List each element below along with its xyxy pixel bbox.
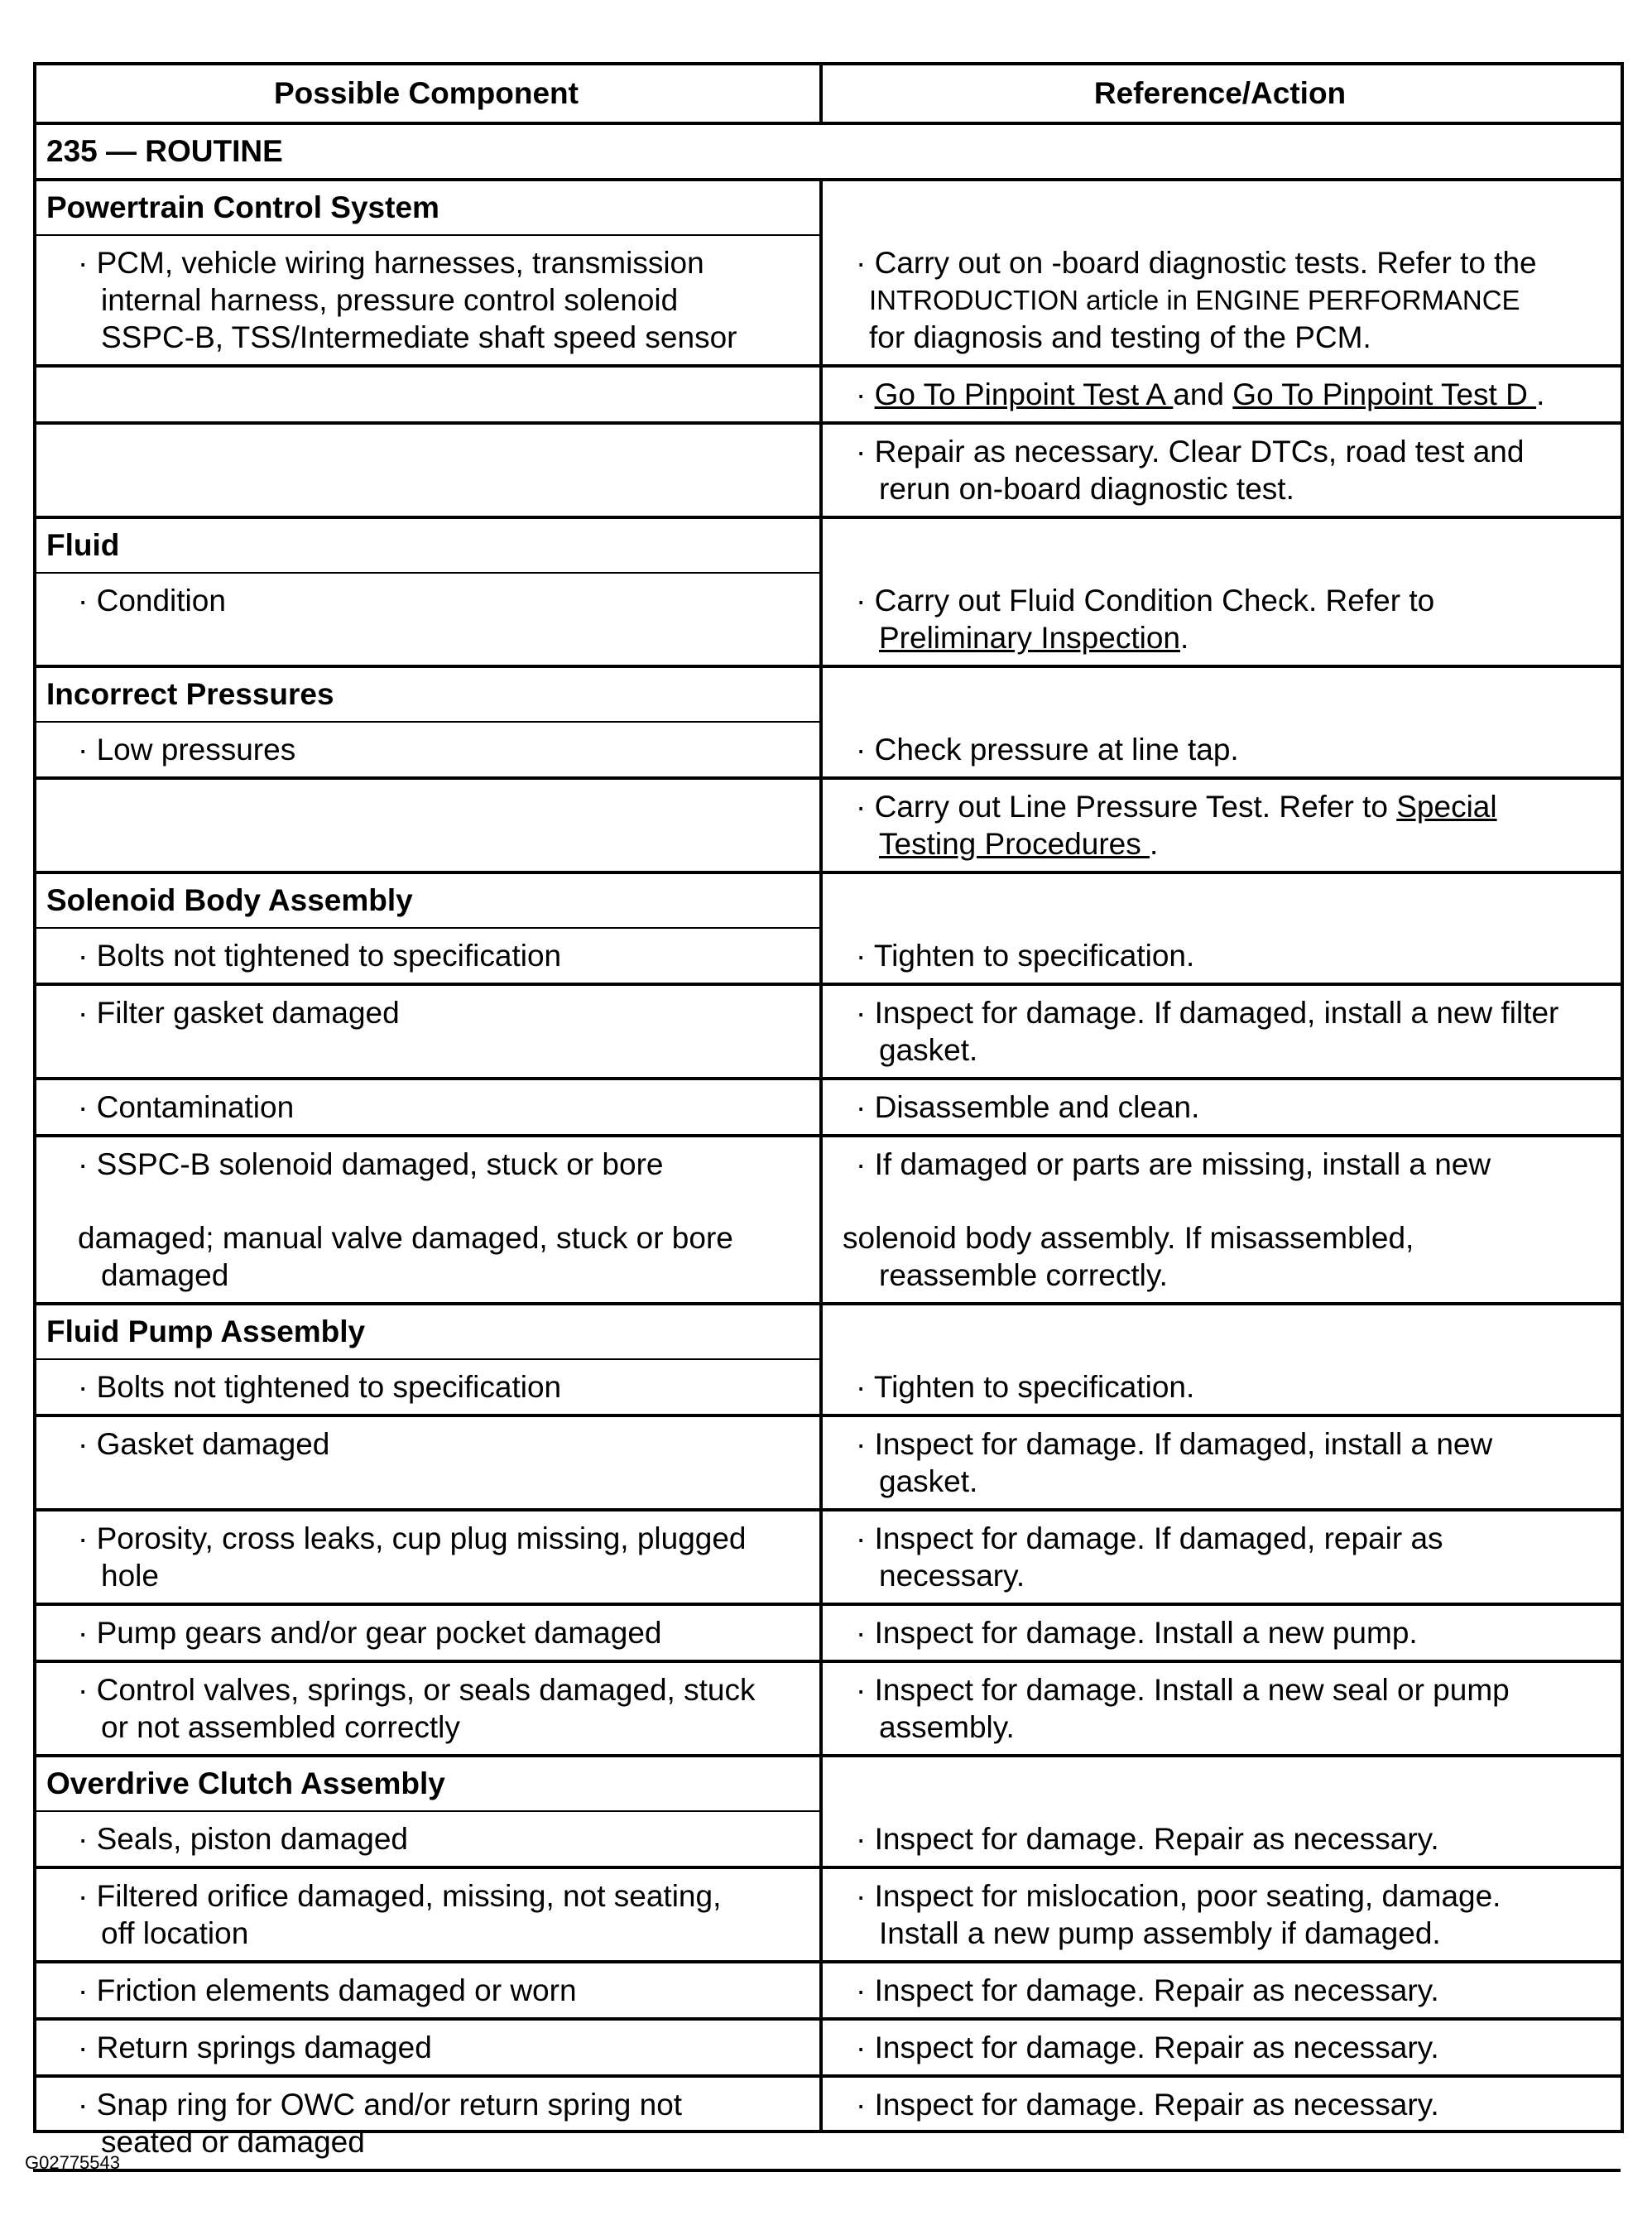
component-line: or not assembled correctly bbox=[101, 1710, 460, 1744]
bullet-text: · bbox=[856, 377, 875, 411]
group-title: Overdrive Clutch Assembly bbox=[46, 1766, 445, 1800]
special-testing-procedures-link[interactable]: Special bbox=[1396, 790, 1497, 824]
action-line: necessary. bbox=[879, 1559, 1025, 1593]
component-line: · Seals, piston damaged bbox=[78, 1822, 409, 1856]
special-testing-procedures-link[interactable]: Testing Procedures bbox=[879, 827, 1150, 861]
row-divider-left bbox=[33, 1077, 819, 1080]
row-divider-right bbox=[819, 1508, 1621, 1511]
row-divider-right bbox=[819, 1603, 1621, 1606]
action-line: · Repair as necessary. Clear DTCs, road test and bbox=[856, 435, 1525, 469]
row-divider-left bbox=[33, 364, 819, 368]
component-line: · Filtered orifice damaged, missing, not seating, bbox=[78, 1879, 722, 1913]
section-title: 235 — ROUTINE bbox=[46, 134, 283, 168]
row-divider-left bbox=[33, 2074, 819, 2078]
component-line: · Contamination bbox=[78, 1090, 295, 1124]
header-column-divider bbox=[819, 62, 823, 125]
action-line: gasket. bbox=[879, 1464, 978, 1498]
row-divider-left bbox=[33, 2017, 819, 2021]
component-cell bbox=[36, 1425, 819, 1508]
component-line: · Bolts not tightened to specification bbox=[78, 1370, 562, 1404]
action-cell bbox=[823, 788, 1621, 871]
group-title-divider bbox=[33, 927, 819, 929]
component-line: · Porosity, cross leaks, cup plug missing, plugged bbox=[78, 1521, 747, 1555]
row-divider-right bbox=[819, 364, 1621, 368]
row-divider-left bbox=[33, 983, 819, 986]
group-title-divider bbox=[33, 1810, 819, 1812]
component-cell bbox=[36, 1614, 819, 1660]
action-cell bbox=[823, 1368, 1621, 1414]
action-line: · Inspect for damage. Repair as necessary. bbox=[856, 1973, 1439, 2007]
component-line: damaged; manual valve damaged, stuck or bore bbox=[78, 1221, 733, 1255]
component-cell bbox=[36, 937, 819, 983]
action-line: · Inspect for mislocation, poor seating, damage. bbox=[856, 1879, 1501, 1913]
pinpoint-test-d-link[interactable]: Go To Pinpoint Test D bbox=[1232, 377, 1537, 411]
group-title-divider bbox=[33, 572, 819, 574]
component-cell bbox=[36, 1877, 819, 1960]
action-line bbox=[833, 788, 1621, 825]
action-line bbox=[833, 376, 1621, 413]
row-divider-right bbox=[819, 1960, 1621, 1963]
row-divider-left bbox=[33, 421, 819, 425]
table-border-right bbox=[1621, 62, 1624, 2130]
action-cell bbox=[823, 1820, 1621, 1866]
action-line: reassemble correctly. bbox=[879, 1258, 1168, 1292]
component-cell bbox=[36, 376, 819, 421]
action-cell bbox=[823, 582, 1621, 665]
action-cell bbox=[823, 937, 1621, 983]
action-line: · Tighten to specification. bbox=[856, 939, 1195, 973]
pinpoint-test-a-link[interactable]: Go To Pinpoint Test A bbox=[874, 377, 1174, 411]
row-divider-left bbox=[33, 776, 819, 780]
row-divider-right bbox=[819, 1754, 1621, 1757]
component-line: · Condition bbox=[78, 584, 226, 618]
group-title: Solenoid Body Assembly bbox=[46, 883, 413, 917]
action-cell bbox=[823, 376, 1621, 421]
action-line bbox=[833, 619, 1621, 656]
action-text: · Carry out Line Pressure Test. Refer to bbox=[856, 790, 1397, 824]
row-divider-right bbox=[819, 1660, 1621, 1663]
row-divider-right bbox=[819, 776, 1621, 780]
row-divider-left bbox=[33, 1960, 819, 1963]
action-line: · If damaged or parts are missing, install a new bbox=[856, 1147, 1491, 1181]
row-divider-left bbox=[33, 1660, 819, 1663]
figure-id: G02775543 bbox=[25, 2152, 120, 2173]
header-reference-action: Reference/Action bbox=[1093, 76, 1347, 110]
action-cell bbox=[823, 433, 1621, 516]
group-title: Incorrect Pressures bbox=[46, 677, 334, 711]
row-divider-left bbox=[33, 1414, 819, 1417]
row-divider-left bbox=[33, 1603, 819, 1606]
component-line: · Control valves, springs, or seals damaged, stuck bbox=[78, 1673, 756, 1707]
row-divider-right bbox=[819, 983, 1621, 986]
group-title: Fluid Pump Assembly bbox=[46, 1314, 366, 1348]
row-divider-left bbox=[33, 1508, 819, 1511]
action-line: · Disassemble and clean. bbox=[856, 1090, 1200, 1124]
component-line: hole bbox=[101, 1559, 159, 1593]
component-cell bbox=[36, 2086, 819, 2169]
row-divider-right bbox=[819, 2169, 1621, 2172]
action-cell bbox=[823, 1089, 1621, 1134]
action-cell bbox=[823, 1146, 1621, 1302]
group-title-divider bbox=[33, 1358, 819, 1360]
action-line: · Inspect for damage. Repair as necessary. bbox=[856, 2031, 1439, 2064]
component-cell bbox=[36, 1368, 819, 1414]
component-cell bbox=[36, 1520, 819, 1603]
row-divider-right bbox=[819, 1866, 1621, 1869]
action-text: . bbox=[1179, 621, 1189, 655]
action-cell bbox=[823, 1671, 1621, 1754]
component-line: · Bolts not tightened to specification bbox=[78, 939, 562, 973]
component-line: · Snap ring for OWC and/or return spring not bbox=[78, 2088, 683, 2122]
component-cell bbox=[36, 994, 819, 1077]
action-cell bbox=[823, 244, 1621, 364]
component-cell bbox=[36, 433, 819, 516]
action-cell bbox=[823, 994, 1621, 1077]
row-divider-right bbox=[819, 1302, 1621, 1305]
action-line: solenoid body assembly. If misassembled, bbox=[843, 1221, 1414, 1255]
action-cell bbox=[823, 1614, 1621, 1660]
row-divider-right bbox=[819, 871, 1621, 874]
component-line: · Gasket damaged bbox=[78, 1427, 330, 1461]
action-line: rerun on-board diagnostic test. bbox=[879, 472, 1294, 506]
component-line: · PCM, vehicle wiring harnesses, transmission bbox=[78, 246, 704, 280]
group-title: Fluid bbox=[46, 528, 120, 562]
action-line: · Inspect for damage. Install a new seal or pump bbox=[856, 1673, 1510, 1707]
action-text: and bbox=[1173, 377, 1233, 411]
component-line: · Pump gears and/or gear pocket damaged bbox=[78, 1616, 662, 1650]
preliminary-inspection-link[interactable]: Preliminary Inspection bbox=[879, 621, 1180, 655]
action-cell bbox=[823, 1877, 1621, 1960]
group-title-divider bbox=[33, 234, 819, 236]
action-line: for diagnosis and testing of the PCM. bbox=[869, 320, 1371, 354]
component-cell bbox=[36, 1671, 819, 1754]
component-cell bbox=[36, 788, 819, 871]
action-line: · Carry out Fluid Condition Check. Refer to bbox=[856, 584, 1435, 618]
action-line: Install a new pump assembly if damaged. bbox=[879, 1916, 1441, 1950]
component-cell bbox=[36, 1972, 819, 2017]
component-line: · Low pressures bbox=[78, 733, 296, 767]
component-line: · Friction elements damaged or worn bbox=[78, 1973, 577, 2007]
group-title: Powertrain Control System bbox=[46, 190, 439, 224]
component-line: SSPC-B, TSS/Intermediate shaft speed sensor bbox=[101, 320, 737, 354]
action-line: gasket. bbox=[879, 1033, 978, 1067]
action-cell bbox=[823, 1972, 1621, 2017]
action-line: · Inspect for damage. If damaged, install a new bbox=[856, 1427, 1493, 1461]
action-line: · Inspect for damage. Install a new pump. bbox=[856, 1616, 1418, 1650]
component-line: internal harness, pressure control solenoid bbox=[101, 283, 679, 317]
action-cell bbox=[823, 1520, 1621, 1603]
row-divider-right bbox=[819, 1077, 1621, 1080]
row-divider-left bbox=[33, 1866, 819, 1869]
component-cell bbox=[36, 2029, 819, 2074]
row-divider-right bbox=[819, 2017, 1621, 2021]
action-cell bbox=[823, 1425, 1621, 1508]
component-line: seated or damaged bbox=[101, 2125, 365, 2159]
action-line: · Check pressure at line tap. bbox=[856, 733, 1239, 767]
row-divider-right bbox=[819, 516, 1621, 519]
component-line: off location bbox=[101, 1916, 249, 1950]
action-line bbox=[833, 825, 1621, 863]
action-line: · Tighten to specification. bbox=[856, 1370, 1195, 1404]
component-line: · Return springs damaged bbox=[78, 2031, 432, 2064]
action-line: INTRODUCTION article in ENGINE PERFORMANCE bbox=[869, 285, 1520, 315]
action-cell bbox=[823, 731, 1621, 776]
component-cell bbox=[36, 1820, 819, 1866]
component-line: · Filter gasket damaged bbox=[78, 996, 400, 1030]
row-divider-right bbox=[819, 1414, 1621, 1417]
component-cell bbox=[36, 1089, 819, 1134]
component-line: damaged bbox=[101, 1258, 229, 1292]
action-line: · Carry out on -board diagnostic tests. Refer to the bbox=[856, 246, 1537, 280]
component-line: · SSPC-B solenoid damaged, stuck or bore bbox=[78, 1147, 664, 1181]
action-line: · Inspect for damage. If damaged, repair as bbox=[856, 1521, 1443, 1555]
component-cell bbox=[36, 731, 819, 776]
action-cell bbox=[823, 2029, 1621, 2074]
action-line: · Inspect for damage. Repair as necessary. bbox=[856, 1822, 1439, 1856]
row-divider-left bbox=[33, 2169, 819, 2172]
row-divider-right bbox=[819, 1134, 1621, 1137]
component-cell bbox=[36, 1146, 819, 1302]
row-divider-right bbox=[819, 665, 1621, 668]
group-title-divider bbox=[33, 721, 819, 723]
row-divider-right bbox=[819, 2074, 1621, 2078]
action-line: · Inspect for damage. Repair as necessary. bbox=[856, 2088, 1439, 2122]
action-line: assembly. bbox=[879, 1710, 1015, 1744]
action-text: . bbox=[1536, 377, 1545, 411]
row-divider-left bbox=[33, 1134, 819, 1137]
action-line: · Inspect for damage. If damaged, install a new filter bbox=[856, 996, 1559, 1030]
action-text: . bbox=[1150, 827, 1159, 861]
action-cell bbox=[823, 2086, 1621, 2169]
component-cell bbox=[36, 582, 819, 665]
component-cell bbox=[36, 244, 819, 364]
row-divider-right bbox=[819, 421, 1621, 425]
header-possible-component: Possible Component bbox=[274, 76, 579, 110]
